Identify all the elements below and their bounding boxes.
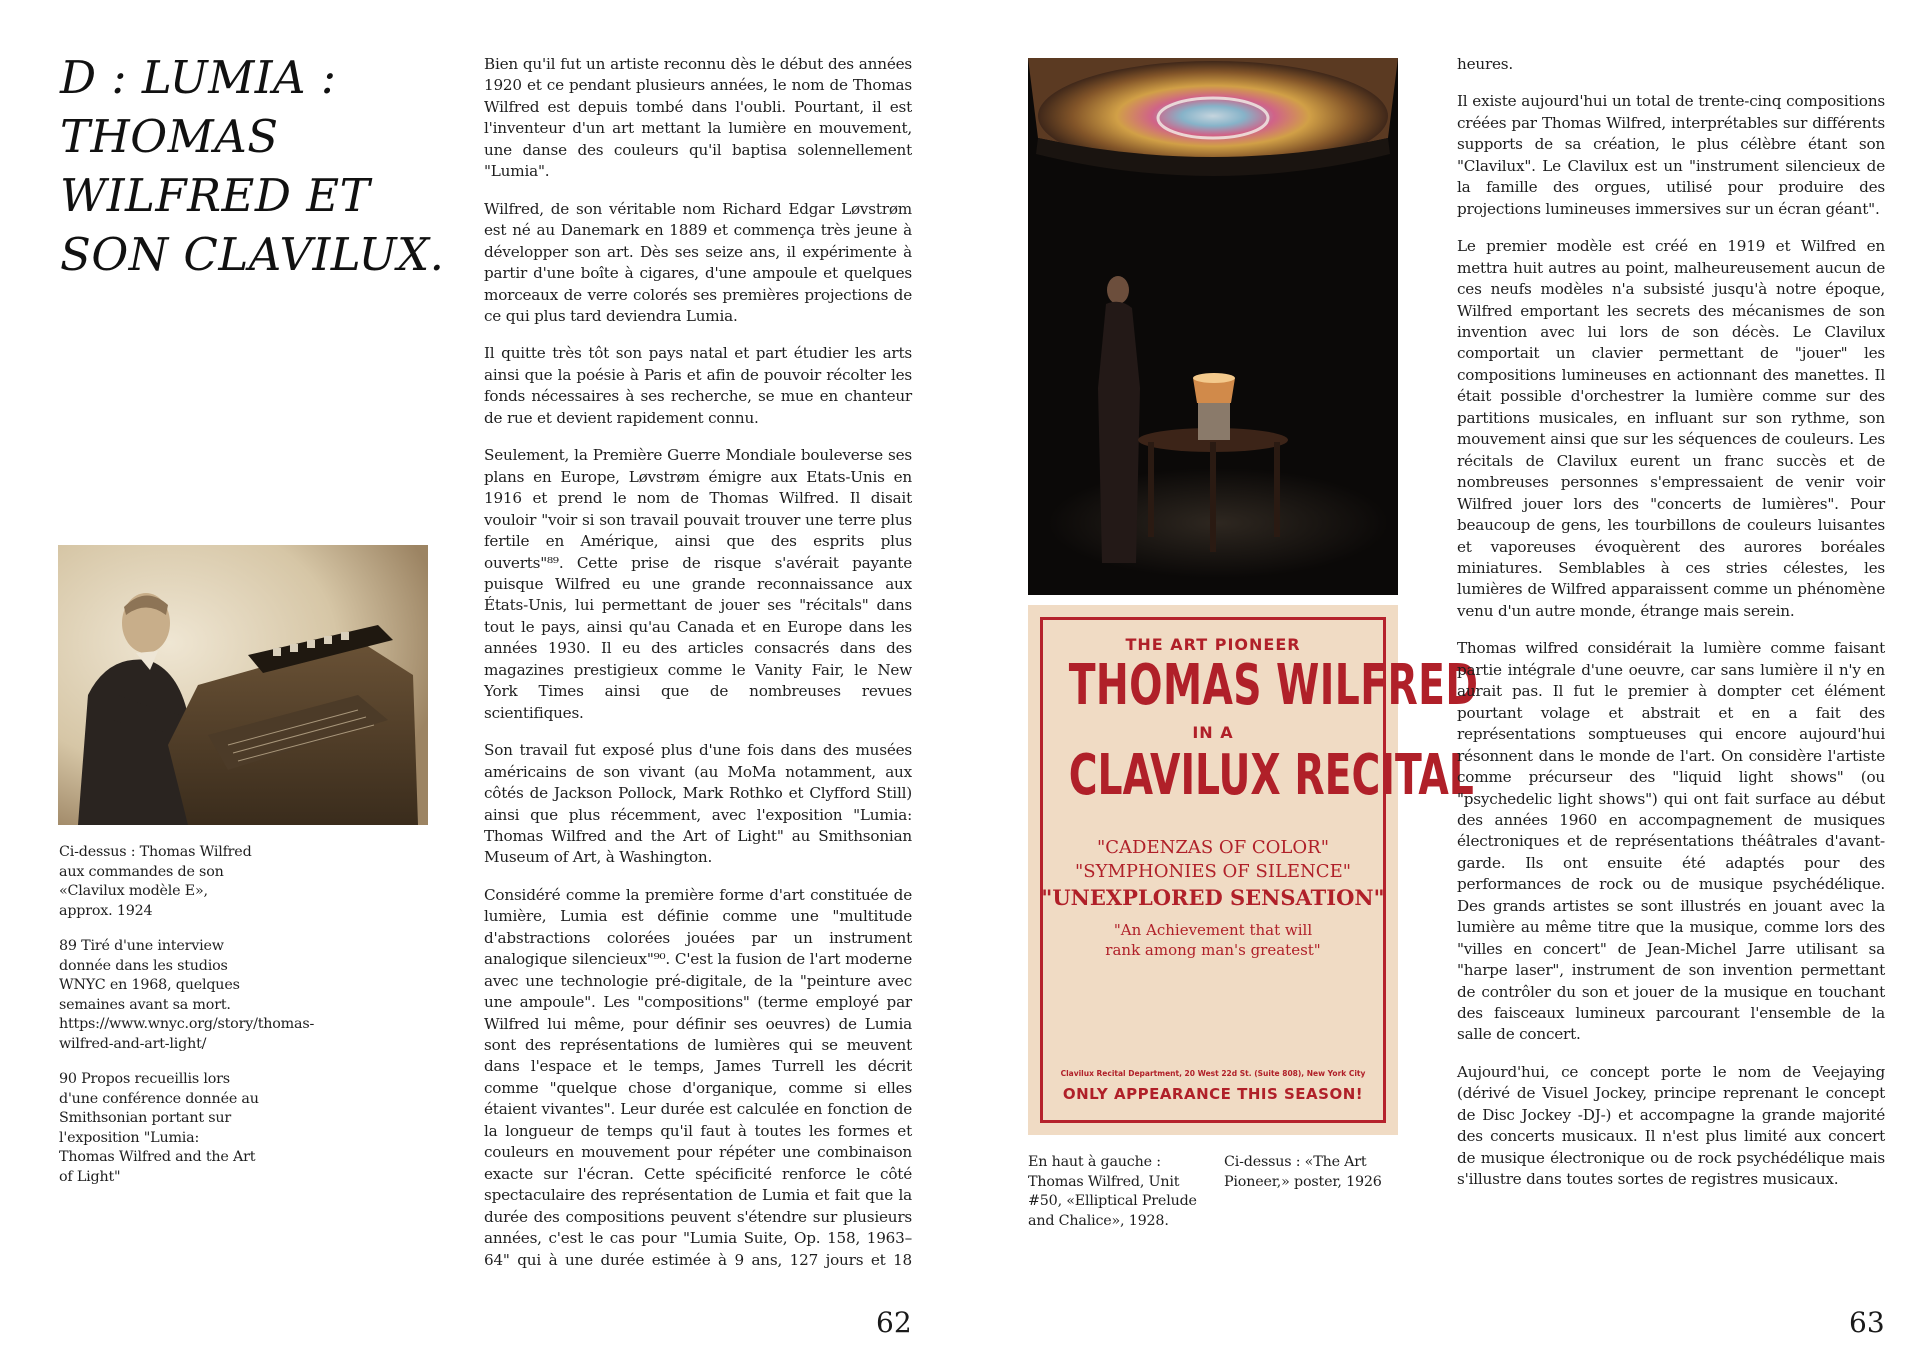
paragraph: Il existe aujourd'hui un total de trente-cinq compositions créées par Thomas Wilfred, interprétables sur différents supports de sa création, le plus célèbre étant son "Clavilux". Le Clavilux est un "instrument silencieux de la famille des orgues, utilisé pour produire des projections lumineuses immersives sur un écran géant". [1457,92,1885,218]
poster-line: "UNEXPLORED SENSATION" [1041,885,1385,910]
poster-line: THE ART PIONEER [1125,635,1301,654]
caption-photo: En haut à gauche : Thomas Wilfred, Unit #50, «Elliptical Prelude and Chalice», 1928. [1028,1154,1197,1229]
poster-headline: THOMAS WILFRED [1068,653,1479,718]
poster-line: "An Achievement that will [1113,921,1313,939]
title-line: WILFRED ET [60,169,371,222]
paragraph: Il quitte très tôt son pays natal et part étudier les arts ainsi que la poésie à Paris et afin de pouvoir récolter les fonds nécessaires à ses recherche, se mue en chanteur de rue et devient rapidement connu. [484,344,912,427]
footnote-90: 90 Propos recueillis lors d'une conférence donnée au Smithsonian portant sur l'exposition "Lumia: Thomas Wilfred and the Art of Light" [59,1071,259,1185]
chapter-title [60,48,445,284]
text-column-left [484,54,912,1287]
poster-line: "SYMPHONIES OF SILENCE" [1075,861,1351,882]
art-pioneer-poster [1028,605,1479,1135]
paragraph: Wilfred, de son véritable nom Richard Edgar Løvstrøm est né au Danemark en 1889 et commença très jeune à développer son art. Dès ses seize ans, il expérimente à partir d'une boîte à cigares, d'une ampoule et quelques morceaux de verre colorés ses premières projections de ce qui plus tard deviendra Lumia. [484,199,912,325]
poster-line: "CADENZAS OF COLOR" [1097,837,1329,858]
paragraph: Considéré comme la première forme d'art constituée de lumière, Lumia est définie comme une "multitude d'abstractions colorées jouées par un instrument analogique silencieux"⁹⁰. C'est la fusion de l'art moderne avec une technologie pré-digitale, de la "peinture avec une ampoule". Les "compositions" (terme employé par Wilfred lui même, pour définir ses oeuvres) de Lumia sont des représentations de lumières qui se meuvent dans l'espace et le temps, James Turrell les décrit comme "quelque chose d'organique, comme si elles étaient vivantes". Leur durée est calculée en fonction de la longueur de temps qu'il faut à toutes les formes et couleurs en mouvement pour répéter une combinaison exacte sur l'écran. Cette spécificité renforce le côté spectaculaire des représentation de Lumia et fait que la durée des compositions peuvent s'étendre sur plusieurs années, c'est le cas pour "Lumia Suite, Op. 158, 1963–64" qui à une durée estimée à 9 ans, 127 jours et 18 [484,885,912,1269]
paragraph: Le premier modèle est créé en 1919 et Wilfred en mettra huit autres au point, malheureusement aucun de ces neufs modèles n'a subsisté jusqu'à notre époque, Wilfred emportant les secrets des mécanismes de son invention avec lui lors de son décès. Le Clavilux comportait un clavier permettant de "jouer" les compositions lumineuses en actionnant des manettes. Il était possible d'orchestrer la lumière comme sur des partitions musicales, en influant sur son rythme, son mouvement ainsi que sur les séquences de couleurs. Les récitals de Clavilux eurent un franc succès et de nombreuses personnes s'empressaient de venir voir Wilfred jouer lors des "concerts de lumières". Pour beaucoup de gens, les tourbillons de couleurs luisantes et vaporeuses évoquèrent des aurores boréales miniatures. Semblables à ces stries célestes, les lumières de Wilfred apparaissent comme un phénomène venu d'un autre monde, étrange mais serein. [1457,237,1885,620]
paragraph: Bien qu'il fut un artiste reconnu dès le début des années 1920 et ce pendant plusieurs années, le nom de Thomas Wilfred est depuis tombé dans l'oubli. Pourtant, il est l'inventeur d'un art mettant la lumière en mouvement, une danse des couleurs qu'il baptisa solennellement "Lumia". [484,55,912,181]
paragraph: Aujourd'hui, ce concept porte le nom de Veejaying (dérivé de Visuel Jockey, principe reprenant le concept de Disc Jockey -DJ-) et accompagne la grande majorité des concerts musicaux. Il n'est plus limité aux concert de musique électronique ou de rock psychédélique mais s'illustre dans toutes sortes de registres musicaux. [1457,1062,1885,1189]
title-line: D : LUMIA : [60,51,337,104]
wilfred-clavilux-photo [58,545,428,825]
photo-caption: Ci-dessus : Thomas Wilfred aux commandes de son «Clavilux modèle E», approx. 1924 [59,844,252,919]
paragraph: Son travail fut exposé plus d'une fois dans des musées américains de son vivant (au MoMa notamment, aux côtés de Jackson Pollock, Mark Rothko et Clyfford Still) ainsi que plus récemment, avec l'exposition "Lumia: Thomas Wilfred and the Art of Light" au Smithsonian Museum of Art, à Washington. [484,741,912,867]
poster-address: Clavilux Recital Department, 20 West 22d St. (Suite 808), New York City [1060,1069,1366,1078]
left-captions [59,843,315,1203]
page-number-left: 62 [876,1306,912,1339]
page-number-right: 63 [1849,1306,1885,1339]
footnote-89: 89 Tiré d'une interview donnée dans les studios WNYC en 1968, quelques semaines avant sa mort. https://www.wnyc.org/story/thomas-wilfred-and-art-light/ [59,938,315,1052]
poster-headline: CLAVILUX RECITAL [1068,743,1474,808]
caption-poster: Ci-dessus : «The Art Pioneer,» poster, 1926 [1224,1154,1382,1190]
poster-line: IN A [1192,723,1234,742]
elliptical-prelude-photo [1028,58,1398,595]
paragraph: heures. [1457,55,1514,73]
poster-line: rank among man's greatest" [1105,941,1321,959]
text-column-right [1457,54,1885,1207]
paragraph: Thomas wilfred considérait la lumière comme faisant partie intégrale d'une oeuvre, car sans lumière il n'y en aurait pas. Il fut le premier à dompter cet élément pourtant volage et abstrait et en a fait des représentations somptueuses qui encore aujourd'hui résonnent dans le monde de l'art. On considère l'artiste comme précurseur des "liquid light shows" (ou "psychedelic light shows") qui ont fait surface au début des années 1960 en accompagnement de musiques électroniques et de représentations théâtrales d'avant-garde. Ils ont ensuite été adaptés pour des performances de rock ou de musique psychédélique. Des grands artistes se sont illustrés en jouant avec la lumière au même titre que la musique, comme lors des "villes en concert" de Jean-Michel Jarre utilisant sa "harpe laser", instrument de son invention permettant de contrôler du son et jouer de la musique en touchant des faisceaux lumineux parcourant l'ensemble de la salle de concert. [1457,639,1885,1044]
title-line: SON CLAVILUX. [60,228,445,281]
poster-line: ONLY APPEARANCE THIS SEASON! [1062,1085,1364,1103]
title-line: THOMAS [60,110,279,163]
paragraph: Seulement, la Première Guerre Mondiale bouleverse ses plans en Europe, Løvstrøm émigre aux Etats-Unis en 1916 et prend le nom de Thomas Wilfred. Il disait vouloir "voir si son travail pouvait trouver une terre plus fertile en Amérique, ainsi que des esprits plus ouverts"⁸⁹. Cette prise de risque s'avérait payante puisque Wilfred eu une grande reconnaissance aux États-Unis, lui permettant de jouer ses "récitals" dans tout le pays, ainsi qu'au Canada et en Europe dans les années 1930. Il eu des articles consacrés dans des magazines prestigieux comme le Vanity Fair, le New York Times ainsi que de nombreuses revues scientifiques. [484,446,912,722]
